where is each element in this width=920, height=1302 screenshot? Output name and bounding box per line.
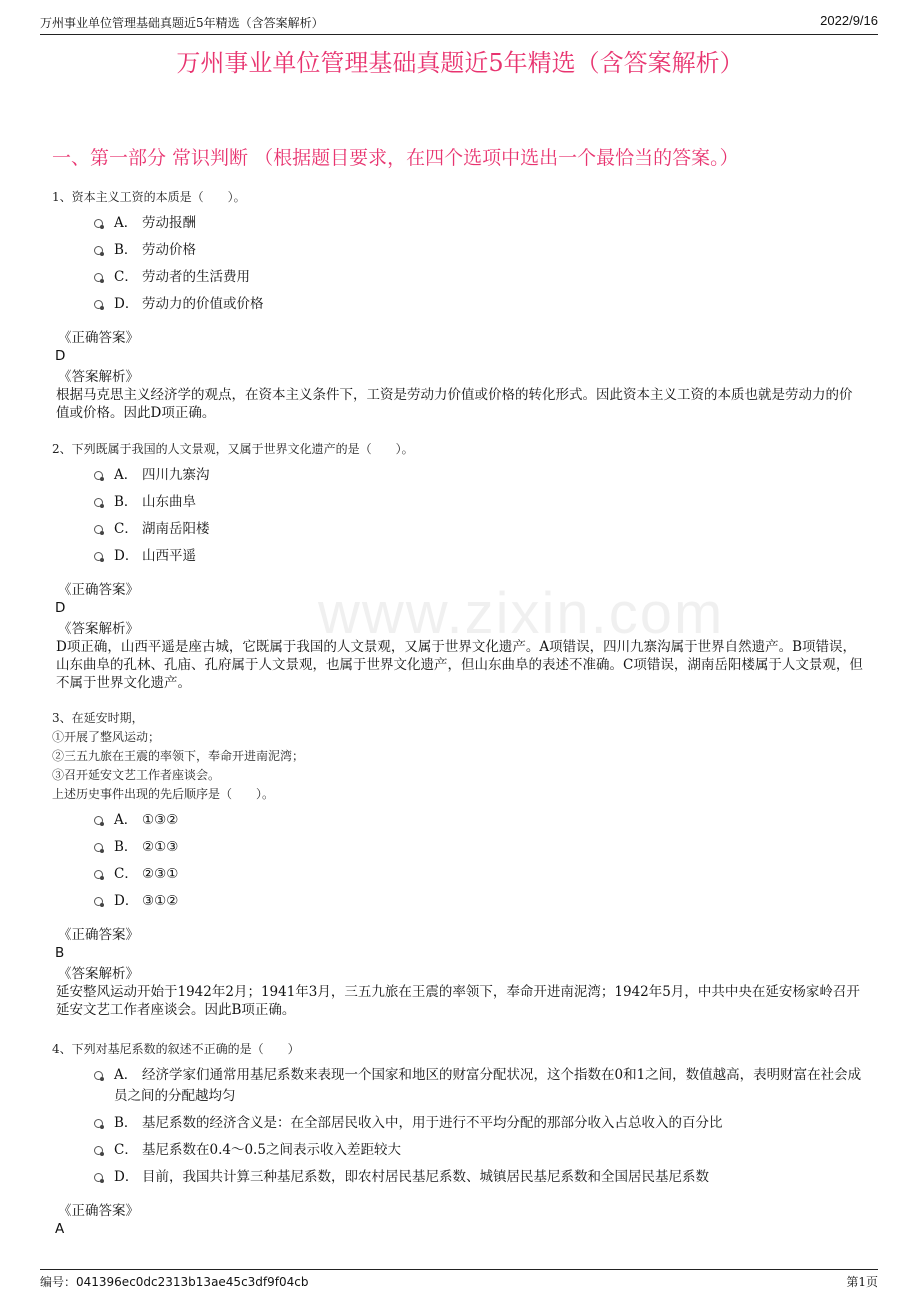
question-stem: ②三五九旅在王震的率领下，奉命开进南泥湾； <box>52 749 305 763</box>
page-title: 万州事业单位管理基础真题近5年精选（含答案解析） <box>176 49 744 77</box>
option-item[interactable] <box>52 810 872 831</box>
option-text: ②①③ <box>142 839 179 855</box>
option-text: 劳动价格 <box>142 242 196 258</box>
option-letter: D． <box>114 893 139 909</box>
footer-page-number: 第1页 <box>846 1275 878 1289</box>
option-text: 劳动报酬 <box>142 215 196 231</box>
analysis-label: 《答案解析》 <box>58 621 139 637</box>
radio-icon[interactable] <box>94 300 103 309</box>
page-header <box>40 10 878 35</box>
option-item[interactable] <box>52 492 872 513</box>
option-letter: B． <box>114 1115 138 1131</box>
radio-icon[interactable] <box>94 498 103 507</box>
option-item[interactable] <box>52 213 872 234</box>
radio-icon[interactable] <box>94 246 103 255</box>
answer-value: D <box>55 600 66 616</box>
option-item[interactable] <box>52 519 872 540</box>
option-letter: B． <box>114 839 138 855</box>
analysis-label: 《答案解析》 <box>58 369 139 385</box>
option-letter: D． <box>114 1169 139 1185</box>
option-text: 基尼系数的经济含义是：在全部居民收入中，用于进行不平均分配的那部分收入占总收入的百分比 <box>142 1115 723 1131</box>
question-block <box>52 440 872 692</box>
radio-icon[interactable] <box>94 552 103 561</box>
answer-section <box>52 581 872 617</box>
answer-section <box>52 329 872 365</box>
option-item[interactable] <box>52 465 872 486</box>
radio-icon[interactable] <box>94 1071 103 1080</box>
option-text: 四川九寨沟 <box>142 467 210 483</box>
option-letter: A． <box>114 215 138 231</box>
option-item[interactable] <box>52 837 872 858</box>
header-doc-title: 万州事业单位管理基础真题近5年精选（含答案解析） <box>40 16 324 30</box>
radio-icon[interactable] <box>94 897 103 906</box>
option-text: 山东曲阜 <box>142 494 196 510</box>
answer-value: D <box>55 348 66 364</box>
option-text: 湖南岳阳楼 <box>142 521 210 537</box>
question-block <box>52 709 872 1019</box>
option-letter: C． <box>114 1142 138 1158</box>
option-list <box>52 1065 872 1188</box>
radio-icon[interactable] <box>94 1119 103 1128</box>
option-item[interactable] <box>52 267 872 288</box>
question-stem: ①开展了整风运动； <box>52 730 161 744</box>
option-list <box>52 213 872 315</box>
question-stem: 上述历史事件出现的先后顺序是（ ）。 <box>52 787 275 801</box>
answer-label: 《正确答案》 <box>58 1203 139 1219</box>
question-stem: 2、下列既属于我国的人文景观，又属于世界文化遗产的是（ ）。 <box>52 442 414 456</box>
answer-value: A <box>55 1221 65 1237</box>
radio-icon[interactable] <box>94 525 103 534</box>
analysis-text: D项正确，山西平遥是座古城，它既属于我国的人文景观，又属于世界文化遗产。A项错误，四川九寨沟属于世界自然遗产。B项错误，山东曲阜的孔林、孔庙、孔府属于人文景观，也属于世界文化遗产，但山东曲阜的表述不准确。C项错误，湖南岳阳楼属于人文景观，但不属于世界文化遗产。 <box>56 639 863 691</box>
footer-doc-id: 编号：041396ec0dc2313b13ae45c3df9f04cb <box>40 1275 309 1289</box>
question-stem: 4、下列对基尼系数的叙述不正确的是（ ） <box>52 1042 300 1056</box>
option-text: ①③② <box>142 812 179 828</box>
answer-value: B <box>55 945 65 961</box>
page-footer <box>40 1269 878 1292</box>
option-text: 目前，我国共计算三种基尼系数，即农村居民基尼系数、城镇居民基尼系数和全国居民基尼系数 <box>142 1169 709 1185</box>
option-text: ②③① <box>142 866 179 882</box>
question-block <box>52 188 872 422</box>
option-letter: A． <box>114 812 138 828</box>
option-text: 基尼系数在0.4～0.5之间表示收入差距较大 <box>142 1142 401 1158</box>
option-letter: A． <box>114 467 138 483</box>
option-item[interactable] <box>52 1065 872 1107</box>
option-item[interactable] <box>52 1113 872 1134</box>
section-heading: 一、第一部分 常识判断 （根据题目要求，在四个选项中选出一个最恰当的答案。） <box>52 147 739 169</box>
option-item[interactable] <box>52 891 872 912</box>
watermark: www.zixin.com <box>318 581 725 646</box>
option-item[interactable] <box>52 546 872 567</box>
option-letter: D． <box>114 296 139 312</box>
answer-label: 《正确答案》 <box>58 927 139 943</box>
option-item[interactable] <box>52 240 872 261</box>
option-text: ③①② <box>142 893 179 909</box>
option-letter: C． <box>114 521 138 537</box>
option-list <box>52 810 872 912</box>
option-text: 劳动者的生活费用 <box>142 269 250 285</box>
analysis-section <box>52 620 872 692</box>
answer-section <box>52 926 872 962</box>
option-letter: B． <box>114 242 138 258</box>
question-stem: ③召开延安文艺工作者座谈会。 <box>52 768 221 782</box>
option-letter: A． <box>114 1067 138 1083</box>
answer-section <box>52 1202 872 1238</box>
radio-icon[interactable] <box>94 843 103 852</box>
analysis-text: 根据马克思主义经济学的观点，在资本主义条件下，工资是劳动力价值或价格的转化形式。因此资本主义工资的本质也就是劳动力的价值或价格。因此D项正确。 <box>56 387 853 421</box>
analysis-label: 《答案解析》 <box>58 966 139 982</box>
option-list <box>52 465 872 567</box>
radio-icon[interactable] <box>94 1173 103 1182</box>
analysis-text: 延安整风运动开始于1942年2月；1941年3月，三五九旅在王震的率领下，奉命开进南泥湾；1942年5月，中共中央在延安杨家岭召开延安文艺工作者座谈会。因此B项正确。 <box>56 984 860 1018</box>
option-item[interactable] <box>52 1167 872 1188</box>
question-stem: 3、在延安时期， <box>52 711 144 725</box>
analysis-section <box>52 965 872 1019</box>
option-letter: C． <box>114 269 138 285</box>
radio-icon[interactable] <box>94 870 103 879</box>
radio-icon[interactable] <box>94 816 103 825</box>
option-letter: D． <box>114 548 139 564</box>
answer-label: 《正确答案》 <box>58 330 139 346</box>
option-text: 山西平遥 <box>142 548 196 564</box>
radio-icon[interactable] <box>94 1146 103 1155</box>
option-item[interactable] <box>52 294 872 315</box>
analysis-section <box>52 368 872 422</box>
question-block <box>52 1040 872 1238</box>
answer-label: 《正确答案》 <box>58 582 139 598</box>
radio-icon[interactable] <box>94 471 103 480</box>
option-text: 劳动力的价值或价格 <box>142 296 264 312</box>
question-stem: 1、资本主义工资的本质是（ ）。 <box>52 190 246 204</box>
option-text: 经济学家们通常用基尼系数来表现一个国家和地区的财富分配状况，这个指数在0和1之间，数值越高，表明财富在社会成员之间的分配越均匀 <box>114 1067 862 1104</box>
option-letter: B． <box>114 494 138 510</box>
header-date: 2022/9/16 <box>820 13 878 28</box>
option-item[interactable] <box>52 864 872 885</box>
radio-icon[interactable] <box>94 219 103 228</box>
option-item[interactable] <box>52 1140 872 1161</box>
radio-icon[interactable] <box>94 273 103 282</box>
option-letter: C． <box>114 866 138 882</box>
